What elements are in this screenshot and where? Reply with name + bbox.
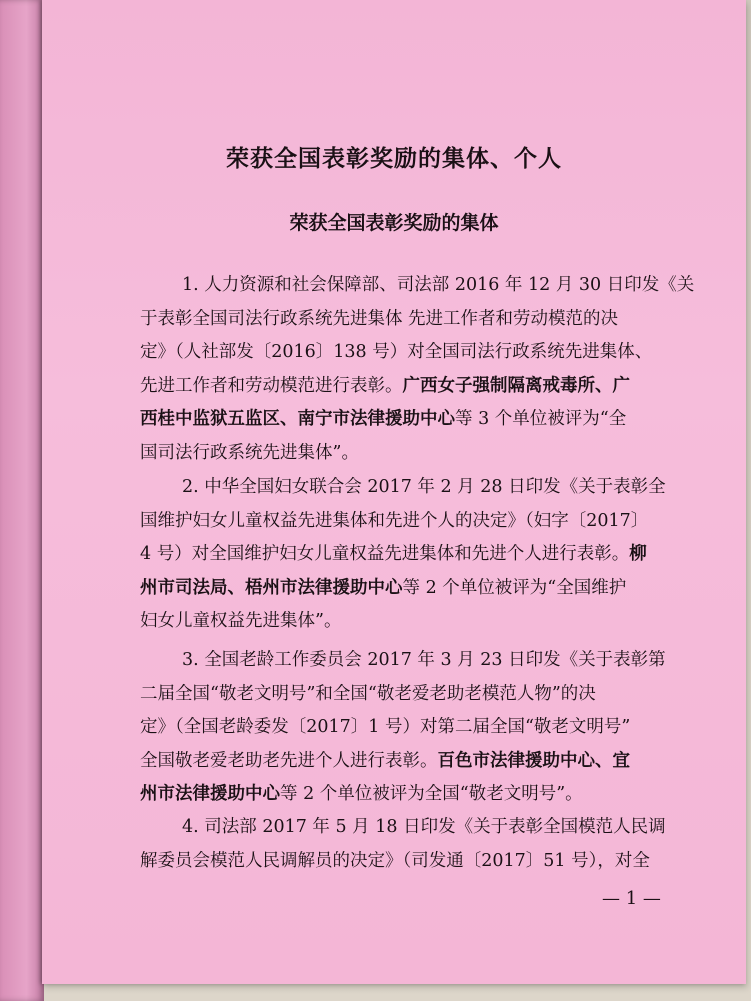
paragraph-1-line (140, 304, 700, 334)
paragraph-1-line (140, 371, 700, 401)
text-run: 于表彰全国司法行政系统先进集体 先进工作者和劳动模范的决 (140, 308, 619, 329)
document-page (42, 0, 746, 984)
text-run: 3. 全国老龄工作委员会 2017 年 3 月 23 日印发《关于表彰第 (182, 650, 666, 670)
paragraph-2-line (140, 573, 700, 603)
paragraph-1-line (140, 404, 700, 434)
section-title: 荣获全国表彰奖励的集体 (289, 212, 499, 234)
paragraph-4-line (182, 812, 702, 842)
paragraph-2-line (140, 506, 700, 536)
text-run: 定》（人社部发〔2016〕138 号）对全国司法行政系统先进集体、 (140, 342, 653, 362)
paragraph-3-line (140, 779, 700, 809)
paragraph-2-line (140, 606, 700, 636)
bold-text: 州市法律援助中心 (140, 784, 280, 804)
bold-text: 百色市法律援助中心、宜 (437, 750, 630, 771)
text-run: 4. 司法部 2017 年 5 月 18 日印发《关于表彰全国模范人民调 (182, 817, 666, 837)
text-run: 全国敬老爱老助老先进个人进行表彰。 (140, 750, 438, 771)
text-run: 妇女儿童权益先进集体”。 (140, 611, 342, 631)
text-run: 国维护妇女儿童权益先进集体和先进个人的决定》（妇字〔2017〕 (140, 510, 649, 531)
text-run: 定》（全国老龄委发〔2017〕1 号）对第二届全国“敬老文明号” (140, 717, 631, 737)
text-run: 等 2 个单位被评为“全国维护 (402, 577, 627, 598)
paragraph-3-line (140, 712, 700, 742)
paragraph-1-line (140, 438, 700, 468)
paragraph-4-line (140, 846, 700, 876)
paragraph-2-line (140, 539, 700, 569)
bold-text: 柳 (629, 544, 647, 564)
text-run: 等 3 个单位被评为“全 (455, 409, 627, 429)
paragraph-3-line (140, 679, 700, 709)
text-run: 4 号）对全国维护妇女儿童权益先进集体和先进个人进行表彰。 (140, 544, 630, 564)
text-run: 二届全国“敬老文明号”和全国“敬老爱老助老模范人物”的决 (140, 683, 596, 704)
text-run: 解委员会模范人民调解员的决定》（司发通〔2017〕51 号），对全 (140, 850, 650, 871)
paragraph-1-line (140, 337, 700, 367)
text-run: 国司法行政系统先进集体”。 (140, 442, 359, 463)
text-run: 先进工作者和劳动模范进行表彰。 (140, 375, 403, 396)
paragraph-1-line (182, 270, 702, 300)
page-number: — 1 — (602, 888, 661, 909)
bold-text: 州市司法局、梧州市法律援助中心 (140, 577, 403, 598)
paragraph-3-line (140, 746, 700, 776)
bold-text: 广西女子强制隔离戒毒所、广 (402, 375, 630, 396)
paragraph-3-line (182, 645, 702, 675)
adjacent-page-edge (0, 0, 44, 1001)
paragraph-2-line (182, 472, 702, 502)
bold-text: 西桂中监狱五监区、南宁市法律援助中心 (140, 409, 455, 429)
text-run: 1. 人力资源和社会保障部、司法部 2016 年 12 月 30 日印发《关 (182, 275, 695, 295)
page-title: 荣获全国表彰奖励的集体、个人 (226, 145, 562, 172)
text-run: 2. 中华全国妇女联合会 2017 年 2 月 28 日印发《关于表彰全 (182, 477, 666, 497)
text-run: 等 2 个单位被评为全国“敬老文明号”。 (280, 784, 583, 804)
